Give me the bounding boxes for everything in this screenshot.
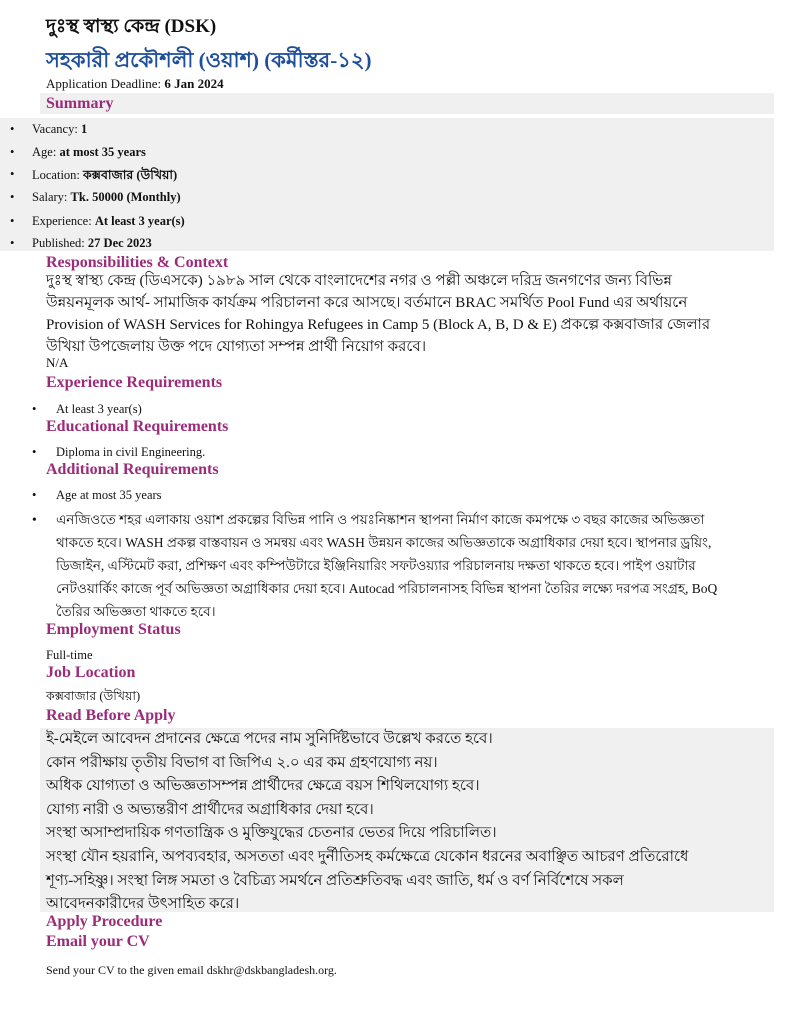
additional-list xyxy=(32,484,768,623)
summary-heading: Summary xyxy=(40,93,774,114)
company-name: দুঃস্থ স্বাস্থ্য কেন্দ্র (DSK) xyxy=(46,16,217,37)
application-deadline xyxy=(46,76,224,92)
summary-list: • Vacancy: 1 • Age: at most 35 years • Location: কক্সবাজার (উখিয়া) • Salary: Tk. 50000 (Monthly) • Experience: At least 3 year(s) • Published: 27 Dec 2023 xyxy=(0,118,774,251)
bullet-icon: • xyxy=(10,236,15,250)
responsibilities-heading: Responsibilities & Context xyxy=(46,254,229,271)
employment-value: Full-time xyxy=(46,648,93,662)
list-item: • এনজিওতে শহর এলাকায় ওয়াশ প্রকল্পের বিভিন্ন পানি ও পয়ঃনিষ্কাশন স্থাপনা নির্মাণ কাজে কমপক্ষে ৩ বছর কাজের অভিজ্ঞতা থাকতে হবে। WASH প্রকল্প বাস্তবায়ন ও সমন্বয় এবং WASH উন্নয়ন কাজের অভিজ্ঞতাকে অগ্রাধিকার দেয়া হবে। স্থাপনার ড্রয়িং, ডিজাইন, এস্টিমেট করা, প্রশিক্ষণ এবং কম্পিউটারে ইঞ্জিনিয়ারিং সফটওয়্যার পরিচালনায় দক্ষতা থাকতে হবে। পাইপ ওয়াটার নেটওয়ার্কিং কাজে পূর্ব অভিজ্ঞতা অগ্রাধিকার দেয়া হবে। Autocad পরিচালনাসহ বিভিন্ন স্থাপনা তৈরির লক্ষ্যে দরপত্র সংগ্রহ, BoQ তৈরির অভিজ্ঞতা থাকতে হবে। xyxy=(32,508,768,623)
deadline-value: 6 Jan 2024 xyxy=(164,76,224,91)
employment-heading: Employment Status xyxy=(46,621,181,638)
list-item: • At least 3 year(s) xyxy=(32,398,768,420)
education-list xyxy=(32,441,768,463)
email-cv-heading: Email your CV xyxy=(46,933,150,950)
apply-heading: Apply Procedure xyxy=(46,913,163,930)
bullet-icon: • xyxy=(10,190,15,204)
bullet-icon: • xyxy=(32,445,37,459)
bullet-icon: • xyxy=(10,167,15,181)
bullet-icon: • xyxy=(10,214,15,228)
experience-list xyxy=(32,398,768,420)
additional-heading: Additional Requirements xyxy=(46,461,219,478)
job-location-value: কক্সবাজার (উখিয়া) xyxy=(46,689,141,703)
list-item: • Diploma in civil Engineering. xyxy=(32,441,768,463)
read-before-text: ই-মেইলে আবেদন প্রদানের ক্ষেত্রে পদের নাম সুনির্দিষ্টভাবে উল্লেখ করতে হবে। কোন পরীক্ষায় তৃতীয় বিভাগ বা জিপিএ ২.০ এর কম গ্রহণযোগ্য নয়। অধিক যোগ্যতা ও অভিজ্ঞতাসম্পন্ন প্রার্থীদের ক্ষেত্রে বয়স শিথিলযোগ্য হবে। যোগ্য নারী ও অভ্যন্তরীণ প্রার্থীদের অগ্রাধিকার দেয়া হবে। সংস্থা অসাম্প্রদায়িক গণতান্ত্রিক ও মুক্তিযুদ্ধের চেতনার ভেতর দিয়ে পরিচালিত। সংস্থা যৌন হয়রানি, অপব্যবহার, অসততা এবং দুর্নীতিসহ কর্মক্ষেত্রে যেকোন ধরনের অবাঞ্ছিত আচরণ প্রতিরোধে শূণ্য-সহিষ্ণু। সংস্থা লিঙ্গ সমতা ও বৈচিত্র্য সমর্থনে প্রতিশ্রুতিবদ্ধ এবং জাতি, ধর্ম ও বর্ণ নির্বিশেষে সকল আবেদনকারীদের উৎসাহিত করে। xyxy=(40,728,774,912)
job-title: সহকারী প্রকৌশলী (ওয়াশ) (কর্মীস্তর-১২) xyxy=(46,48,372,72)
deadline-label: Application Deadline: xyxy=(46,76,165,91)
bullet-icon: • xyxy=(32,512,37,527)
responsibilities-extra: N/A xyxy=(46,355,69,370)
experience-heading: Experience Requirements xyxy=(46,374,223,391)
read-before-heading: Read Before Apply xyxy=(46,707,176,724)
bullet-icon: • xyxy=(10,122,15,136)
bullet-icon: • xyxy=(10,145,15,159)
list-item: • Age at most 35 years xyxy=(32,484,768,506)
bullet-icon: • xyxy=(32,488,37,502)
responsibilities-text: দুঃস্থ স্বাস্থ্য কেন্দ্র (ডিএসকে) ১৯৮৯ সাল থেকে বাংলাদেশের নগর ও পল্লী অঞ্চলে দরিদ্র জনগণের জন্য বিভিন্ন উন্নয়নমূলক আর্থ- সামাজিক কার্যক্রম পরিচালনা করে আসছে। বর্তমানে BRAC সমর্থিত Pool Fund এর অর্থায়নে Provision of WASH Services for Rohingya Refugees in Camp 5 (Block A, B, D & E) প্রকল্পে কক্সবাজার জেলার উখিয়া উপজেলায় উক্ত পদে যোগ্যতা সম্পন্ন প্রার্থী নিয়োগ করবে। xyxy=(46,273,711,355)
job-location-heading: Job Location xyxy=(46,664,136,681)
apply-instructions: Send your CV to the given email dskhr@dskbangladesh.org. xyxy=(46,963,337,977)
bullet-icon: • xyxy=(32,402,37,416)
education-heading: Educational Requirements xyxy=(46,418,229,435)
